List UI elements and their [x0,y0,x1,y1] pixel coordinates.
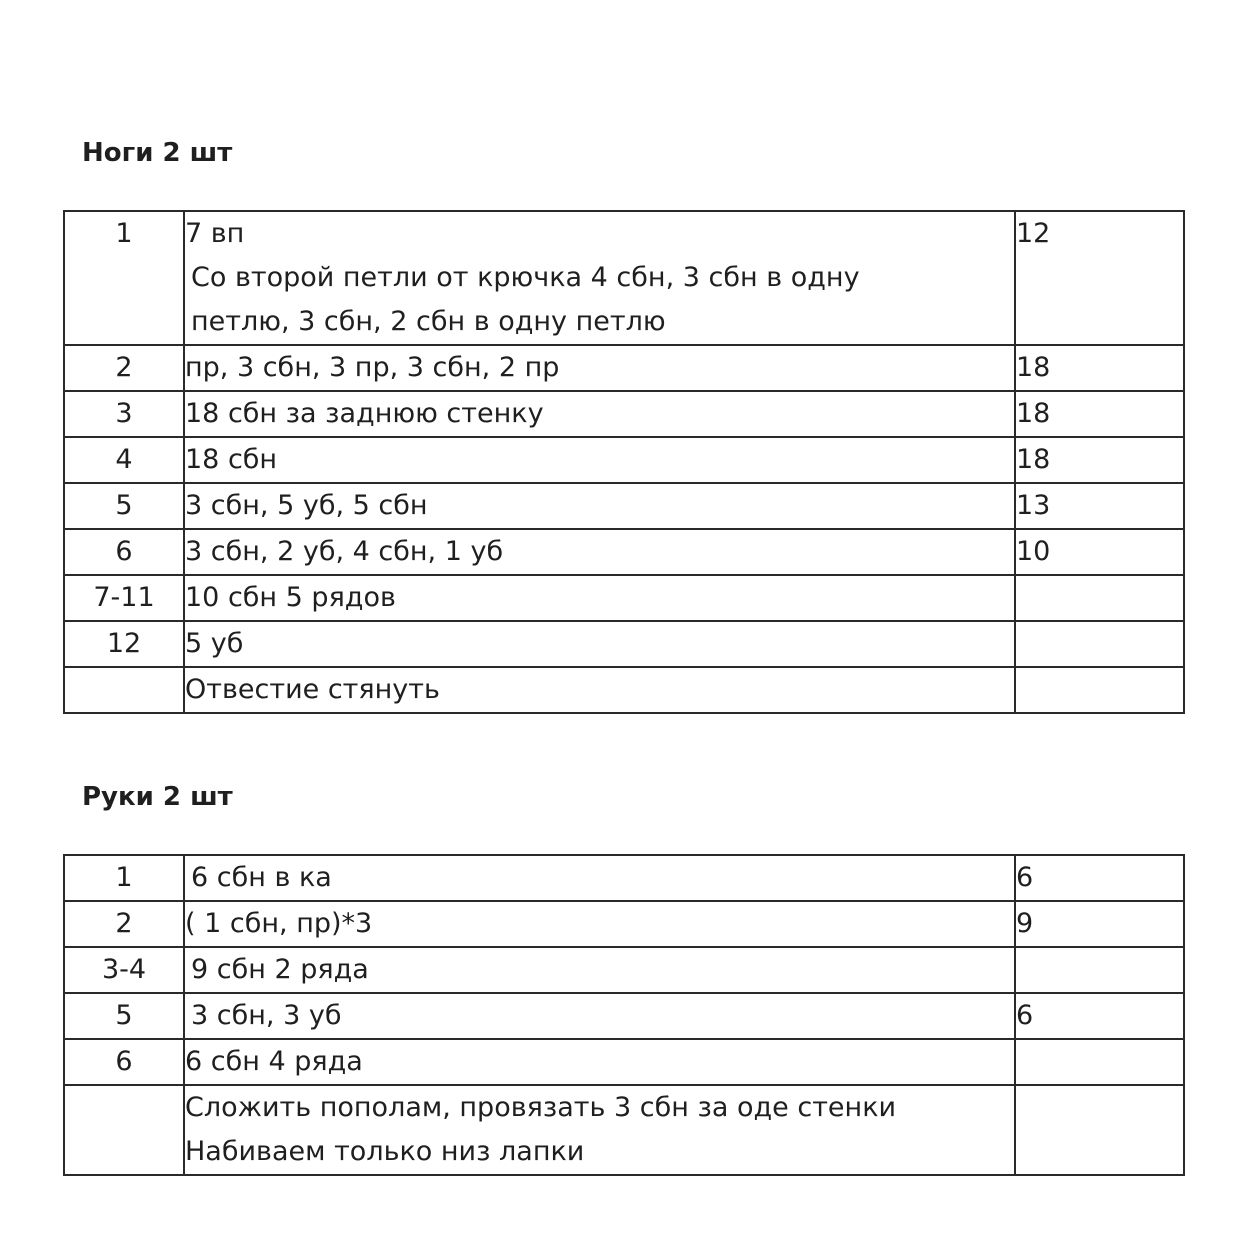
stitch-count [1015,667,1184,713]
row-number: 3-4 [64,947,184,993]
instruction-cell [184,345,1015,391]
instruction-cell [184,483,1015,529]
row-number: 12 [64,621,184,667]
instruction-cell [184,855,1015,901]
instruction-cell [184,1039,1015,1085]
table-row [64,391,1184,437]
row-number: 7-11 [64,575,184,621]
instruction-cell [184,529,1015,575]
stitch-count: 6 [1015,855,1184,901]
stitch-count: 6 [1015,993,1184,1039]
instruction-line: 6 сбн 4 ряда [185,1046,363,1077]
row-number: 2 [64,345,184,391]
pattern-table-arms [63,854,1185,1176]
instruction-line: пр, 3 сбн, 3 пр, 3 сбн, 2 пр [185,352,560,383]
table-row [64,1085,1184,1175]
table-row [64,437,1184,483]
row-number: 6 [64,529,184,575]
instruction-line: 9 сбн 2 ряда [191,954,369,985]
instruction-cell [184,667,1015,713]
instruction-line: ( 1 сбн, пр)*3 [185,908,373,939]
table-row [64,947,1184,993]
instruction-cell [184,437,1015,483]
instruction-line: Со второй петли от крючка 4 сбн, 3 сбн в одну [191,262,860,293]
instruction-line: 3 сбн, 5 уб, 5 сбн [185,490,428,521]
row-number: 3 [64,391,184,437]
stitch-count: 12 [1015,211,1184,345]
table-row [64,901,1184,947]
instruction-line: Сложить пополам, провязать 3 сбн за оде стенки [185,1092,897,1123]
instruction-line: 18 сбн [185,444,278,475]
stitch-count: 9 [1015,901,1184,947]
table-row [64,211,1184,345]
row-number: 4 [64,437,184,483]
row-number: 5 [64,483,184,529]
table-row [64,529,1184,575]
instruction-cell [184,947,1015,993]
stitch-count [1015,947,1184,993]
stitch-count: 13 [1015,483,1184,529]
section-title-legs: Ноги 2 шт [82,138,233,168]
instruction-line: 3 сбн, 2 уб, 4 сбн, 1 уб [185,536,504,567]
stitch-count [1015,1039,1184,1085]
row-number: 1 [64,855,184,901]
instruction-cell [184,993,1015,1039]
table-row [64,855,1184,901]
table-row [64,483,1184,529]
pattern-table-legs [63,210,1185,714]
instruction-line: 3 сбн, 3 уб [191,1000,342,1031]
stitch-count: 10 [1015,529,1184,575]
row-number: 1 [64,211,184,345]
instruction-line: Набиваем только низ лапки [185,1136,585,1167]
stitch-count [1015,1085,1184,1175]
instruction-cell [184,1085,1015,1175]
section-title-arms: Руки 2 шт [82,782,233,812]
instruction-cell [184,211,1015,345]
table-row [64,575,1184,621]
instruction-cell [184,901,1015,947]
row-number [64,667,184,713]
row-number: 2 [64,901,184,947]
stitch-count [1015,621,1184,667]
instruction-line: 7 вп [185,218,245,249]
instruction-line: Отвестие стянуть [185,674,440,705]
instruction-line: петлю, 3 сбн, 2 сбн в одну петлю [191,306,666,337]
instruction-cell [184,621,1015,667]
row-number: 6 [64,1039,184,1085]
row-number: 5 [64,993,184,1039]
table-row [64,667,1184,713]
stitch-count: 18 [1015,437,1184,483]
instruction-line: 6 сбн в ка [191,862,332,893]
table-row [64,345,1184,391]
instruction-line: 5 уб [185,628,244,659]
instruction-line: 18 сбн за заднюю стенку [185,398,544,429]
table-row [64,1039,1184,1085]
table-row [64,993,1184,1039]
instruction-cell [184,575,1015,621]
table-row [64,621,1184,667]
stitch-count [1015,575,1184,621]
stitch-count: 18 [1015,345,1184,391]
instruction-cell [184,391,1015,437]
row-number [64,1085,184,1175]
instruction-line: 10 сбн 5 рядов [185,582,396,613]
stitch-count: 18 [1015,391,1184,437]
